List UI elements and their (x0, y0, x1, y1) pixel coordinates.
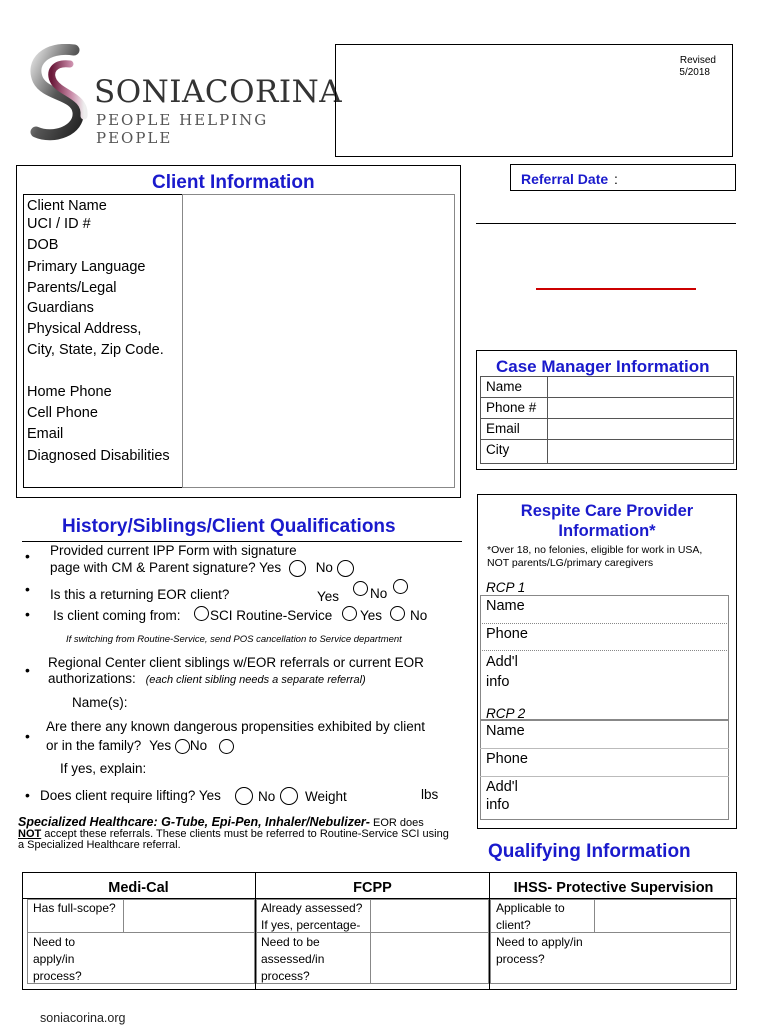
sci-label: SCI Routine-Service (210, 608, 333, 623)
ipp-no-radio[interactable] (337, 560, 354, 577)
referral-label: Referral Date (521, 171, 609, 187)
coming-yes-radio[interactable] (342, 606, 357, 621)
cm-field-phone: Phone # (486, 400, 537, 415)
lifting-no-radio[interactable] (280, 787, 298, 805)
explain-label: If yes, explain: (60, 761, 147, 776)
rcp1-name-label: Name (486, 598, 525, 614)
rcp2-info-label: info (486, 797, 510, 813)
cm-field-name: Name (486, 379, 523, 394)
fcpp-q2-line3: process? (261, 969, 310, 983)
cm-field-email: Email (486, 421, 520, 436)
ipp-line2 (50, 557, 354, 578)
client-info-title: Client Information (152, 172, 315, 193)
logo-name: SONIACORINA (94, 74, 343, 110)
fcpp-header: FCPP (353, 880, 392, 896)
client-field-language: Primary Language (27, 259, 146, 275)
sci-radio[interactable] (194, 606, 209, 621)
footer-url[interactable]: soniacorina.org (40, 1011, 126, 1025)
revised-date: 5/2018 (679, 67, 710, 78)
cm-input-column[interactable] (547, 376, 734, 464)
specialized-note (18, 817, 478, 851)
names-label: Name(s): (72, 695, 128, 710)
danger-label: or in the family? (46, 738, 142, 753)
specialized-rest2: accept these referrals. These clients must be referred to Routine-Service SCI using (41, 828, 449, 840)
rcp2-name-label: Name (486, 723, 525, 739)
lifting-yes-radio[interactable] (235, 787, 253, 805)
client-info-input-area[interactable] (182, 194, 455, 488)
siblings-label: authorizations: (48, 671, 136, 686)
client-field-dob: DOB (27, 237, 59, 253)
returning-no-radio[interactable] (393, 579, 408, 594)
danger-line2 (46, 735, 234, 756)
client-field-address: Physical Address, (27, 321, 142, 337)
bullet: • (25, 662, 30, 678)
rcp1-label: RCP 1 (486, 580, 526, 595)
siblings-note: (each client sibling needs a separate referral) (145, 674, 366, 686)
lifting-no-label: No (258, 789, 276, 804)
specialized-bold: Specialized Healthcare: G-Tube, Epi-Pen, Inhaler/Nebulizer- (18, 815, 370, 829)
switch-note: If switching from Routine-Service, send POS cancellation to Service department (66, 634, 402, 645)
bullet: • (25, 728, 30, 744)
ipp-line1: Provided current IPP Form with signature (50, 543, 297, 558)
specialized-rest1: EOR does (369, 817, 424, 829)
revised-label: Revised (679, 55, 716, 66)
case-manager-title: Case Manager Information (496, 357, 710, 376)
danger-yes-radio[interactable] (175, 739, 190, 754)
rcp2-label: RCP 2 (486, 706, 526, 721)
bullet: • (25, 606, 30, 622)
client-field-home-phone: Home Phone (27, 384, 112, 400)
medical-q2-line1: Need to (33, 935, 76, 949)
danger-yes-label: Yes (149, 738, 172, 753)
logo-tagline: PEOPLE HELPING PEOPLE (96, 111, 269, 147)
lbs-label: lbs (421, 787, 439, 802)
client-field-disabilities: Diagnosed Disabilities (27, 448, 170, 464)
lifting-label: Does client require lifting? Yes (40, 788, 221, 803)
ipp-no-label: No (315, 560, 333, 575)
client-field-guardians: Guardians (27, 300, 94, 316)
fcpp-q1-line2: If yes, percentage- (261, 918, 361, 932)
client-field-name: Client Name (27, 198, 107, 214)
client-field-email: Email (27, 426, 64, 442)
ihss-header: IHSS- Protective Supervision (513, 880, 714, 896)
qualifying-answer-col[interactable] (123, 899, 124, 933)
returning-yes-radio[interactable] (353, 581, 368, 596)
returning-label: Is this a returning EOR client? (50, 587, 230, 602)
coming-no-radio[interactable] (390, 606, 405, 621)
rcp1-divider (480, 623, 729, 625)
logo-s-mark-icon (24, 44, 94, 144)
ihss-q2-line1: Need to apply/in (496, 935, 583, 949)
danger-no-label: No (189, 738, 208, 753)
bullet: • (25, 581, 30, 597)
history-title: History/Siblings/Client Qualifications (62, 516, 396, 537)
logo (22, 44, 343, 147)
rcp2-divider (480, 776, 729, 778)
siblings-line1: Regional Center client siblings w/EOR referrals or current EOR (48, 655, 424, 670)
rcp2-divider (480, 748, 729, 750)
danger-line1: Are there any known dangerous propensities exhibited by client (46, 719, 425, 734)
fcpp-q1-line1: Already assessed? (261, 901, 363, 915)
respite-title-line2: Information* (558, 522, 656, 540)
respite-note-line2: NOT parents/LG/primary caregivers (487, 557, 654, 569)
qualifying-answer-col[interactable] (594, 899, 595, 933)
bullet: • (25, 548, 30, 564)
danger-no-radio[interactable] (219, 739, 234, 754)
signature-line (476, 223, 736, 224)
ipp-yes-radio[interactable] (289, 560, 306, 577)
bullet: • (25, 787, 30, 803)
cm-field-city: City (486, 442, 510, 457)
respite-note-line1: *Over 18, no felonies, eligible for work in USA, (487, 544, 703, 556)
rcp1-addl-label: Add'l (486, 654, 518, 670)
revised-box (335, 44, 733, 157)
coming-yes-label: Yes (360, 608, 383, 623)
medical-header: Medi-Cal (108, 880, 169, 896)
ihss-q1-line1: Applicable to (496, 901, 565, 915)
ihss-q2-line2: process? (496, 952, 545, 966)
coming-no-label: No (410, 608, 428, 623)
weight-label: Weight (305, 789, 347, 804)
red-line (536, 288, 696, 290)
specialized-rest3: a Specialized Healthcare referral. (18, 839, 181, 851)
qualifying-answer-col[interactable] (370, 899, 371, 984)
client-field-uci: UCI / ID # (27, 216, 91, 232)
qualifying-inner-grid (27, 932, 255, 933)
fcpp-q2-line2: assessed/in (261, 952, 325, 966)
specialized-not: NOT (18, 828, 42, 840)
returning-no-label: No (370, 586, 388, 601)
respite-title-line1: Respite Care Provider (520, 502, 694, 520)
ihss-q1-line2: client? (496, 918, 531, 932)
returning-yes-label: Yes (317, 589, 340, 604)
rcp2-addl-label: Add'l (486, 779, 518, 795)
rcp1-info-label: info (486, 674, 510, 690)
coming-from-label: Is client coming from: (53, 608, 181, 623)
rcp1-divider (480, 650, 729, 652)
ipp-line2-text: page with CM & Parent signature? Yes (50, 560, 282, 575)
client-field-parents: Parents/Legal (27, 280, 117, 296)
rcp1-phone-label: Phone (486, 626, 528, 642)
referral-box[interactable] (510, 164, 736, 191)
medical-q1: Has full-scope? (33, 901, 116, 915)
rcp2-phone-label: Phone (486, 751, 528, 767)
fcpp-q2-line1: Need to be (261, 935, 320, 949)
client-field-cell-phone: Cell Phone (27, 405, 98, 421)
referral-colon: : (614, 171, 618, 187)
siblings-line2 (48, 668, 366, 691)
medical-q2-line2: apply/in (33, 952, 75, 966)
medical-q2-line3: process? (33, 969, 82, 983)
client-field-city: City, State, Zip Code. (27, 342, 164, 358)
qualifying-title: Qualifying Information (488, 841, 691, 862)
